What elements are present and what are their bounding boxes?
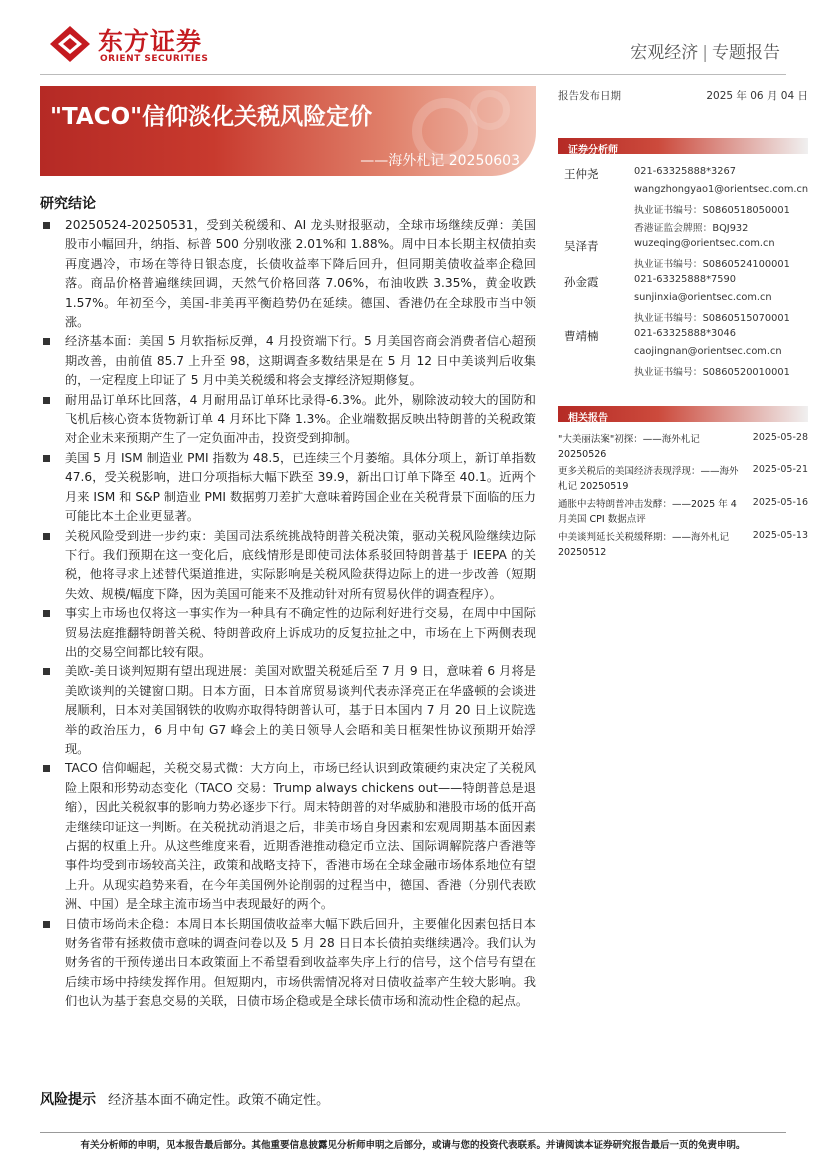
analyst-license: 执业证书编号：S0860520010001 xyxy=(634,367,790,378)
risk-text: 经济基本面不确定性。政策不确定性。 xyxy=(108,1093,330,1108)
separator: | xyxy=(702,43,708,63)
footer-divider xyxy=(40,1132,786,1133)
conclusion-bullet: 事实上市场也仅将这一事实作为一种具有不确定性的边际利好进行交易，在周中中国际贸易法庭推翻特朗普关税、特朗普政府上诉成功的反复拉扯之中，市场在上下两侧表现出的交易空间都比较有限。 xyxy=(40,604,536,662)
analyst-phone: 021-63325888*7590 xyxy=(634,274,736,285)
analyst-name: 曹靖楠 xyxy=(564,329,599,343)
analyst-name: 王仲尧 xyxy=(564,167,599,181)
analyst-license: 执业证书编号：S0860518050001 xyxy=(634,205,790,216)
risk-label: 风险提示 xyxy=(40,1092,96,1108)
analyst-hk-license: 香港证监会牌照：BQJ932 xyxy=(634,223,749,234)
conclusion-body xyxy=(40,216,536,1012)
report-title: "TACO"信仰淡化关税风险定价 xyxy=(50,104,373,130)
related-reports-header-label: 相关报告 xyxy=(568,413,608,424)
analyst-license: 执业证书编号：S0860515070001 xyxy=(634,313,790,324)
related-report-link[interactable]: 通胀中去特朗普冲击发酵：——2025 年 4 月美国 CPI 数据点评 xyxy=(558,499,737,525)
analysts-header xyxy=(558,138,808,154)
report-date-value: 2025 年 06 月 04 日 xyxy=(706,90,808,102)
analyst-email[interactable]: wuzeqing@orientsec.com.cn xyxy=(634,238,775,249)
analyst-email[interactable]: wangzhongyao1@orientsec.com.cn xyxy=(634,184,809,195)
brand-name-en: ORIENT SECURITIES xyxy=(100,54,209,64)
related-report-date: 2025-05-21 xyxy=(752,464,808,475)
banner-decoration xyxy=(470,90,510,130)
footer-disclaimer: 有关分析师的申明，见本报告最后部分。其他重要信息披露见分析师申明之后部分，或请与您的投资代表联系。并请阅读本证券研究报告最后一页的免责申明。 xyxy=(80,1140,746,1151)
analyst-phone: 021-63325888*3267 xyxy=(634,166,736,177)
analyst-email[interactable]: sunjinxia@orientsec.com.cn xyxy=(634,292,772,303)
conclusion-bullet: TACO 信仰崛起，关税交易式微：大方向上，市场已经认识到政策硬约束决定了关税风险上限和形势动态变化（TACO 交易：Trump always chickens out——特朗普总是退缩），因此关税叙事的影响力势必逐步下行。周末特朗普的对华威胁和港股市场的低开高走继续印证这一判断。在关税扰动消退之后，非美市场自身因素和宏观周期基本面因素占据的权重上升。从这些维度来看，近期香港推动稳定币立法、国际调解院落户香港等事件均受到市场较高关注，政策和战略支持下，香港市场在全球金融市场体系地位有望上升。从现实趋势来看，在今年美国例外论削弱的过程当中，德国、香港（分别代表欧洲、中国）是全球主流市场当中表现最好的两个。 xyxy=(40,759,536,914)
brand-name-cn: 东方证券 xyxy=(98,27,203,56)
report-subtitle: ——海外札记 20250603 xyxy=(360,153,520,169)
conclusion-heading: 研究结论 xyxy=(40,196,96,212)
brand-logo xyxy=(48,22,218,66)
related-reports-header xyxy=(558,406,808,422)
header-divider xyxy=(40,74,786,75)
report-date-row xyxy=(558,88,808,102)
report-date-label: 报告发布日期 xyxy=(558,90,621,102)
conclusion-bullet: 20250524-20250531，受到关税缓和、AI 龙头财报驱动，全球市场继续反弹：美国股市小幅回升，纳指、标普 500 分别收涨 2.01%和 1.88%。周中日本长期主权债拍卖再度遇冷，市场在等待日银态度，长债收益率下降后回升，但同期美债收益率企稳回落。商品价格普遍继续回调，天然气价格回落 7.06%，布油收跌 3.35%，黄金收跌 1.57%。年初至今，美国-非美再平衡趋势仍在延续。德国、香港仍在全球股市当中领涨。 xyxy=(40,216,536,332)
report-category: 宏观经济 xyxy=(630,43,699,63)
title-banner xyxy=(40,86,536,176)
risk-warning xyxy=(40,1089,329,1109)
related-report-date: 2025-05-13 xyxy=(752,530,808,541)
related-report-date: 2025-05-16 xyxy=(752,497,808,508)
analysts-header-label: 证券分析师 xyxy=(568,145,618,156)
related-report-link[interactable]: 中美谈判延长关税缓释期：——海外札记 20250512 xyxy=(558,532,730,558)
related-report-link[interactable]: "大美丽法案"初探：——海外札记 20250526 xyxy=(558,434,700,460)
orient-logo-icon xyxy=(48,24,92,64)
related-report-link[interactable]: 更多关税后的美国经济表现浮现：——海外札记 20250519 xyxy=(558,466,739,492)
conclusion-bullet: 经济基本面：美国 5 月软指标反弹，4 月投资端下行。5 月美国咨商会消费者信心超预期改善，由前值 85.7 上升至 98，这期调查多数结果是在 5 月 12 日中美谈判后收集的，一定程度上印证了 5 月中美关税缓和将会支撑经济短期修复。 xyxy=(40,332,536,390)
conclusion-bullet: 美国 5 月 ISM 制造业 PMI 指数为 48.5，已连续三个月萎缩。具体分项上，新订单指数 47.6，受关税影响，进口分项指标大幅下跌至 39.9，新出口订单下降至 40.1。近两个月来 ISM 和 S&P 制造业 PMI 数据剪刀差扩大意味着跨国企业在关税背景下面临的压力可能比本土企业更显著。 xyxy=(40,449,536,527)
conclusion-bullet: 美欧-美日谈判短期有望出现进展：美国对欧盟关税延后至 7 月 9 日，意味着 6 月将是美欧谈判的关键窗口期。日本方面，日本首席贸易谈判代表赤泽亮正在华盛顿的会谈进展顺利，日本对美国钢铁的收购亦取得特朗普认可，基于日本国内 7 月 20 日上议院选举的政治压力，6 月中旬 G7 峰会上的美日领导人会晤和美日框架性协议预期开始浮现。 xyxy=(40,662,536,759)
analyst-name: 孙金霞 xyxy=(564,275,599,289)
conclusion-bullet: 日债市场尚未企稳：本周日本长期国债收益率大幅下跌后回升，主要催化因素包括日本财务省带有拯救债市意味的调查问卷以及 5 月 28 日日本长债拍卖继续遇冷。我们认为财务省的干预传递出日本政策面上不希望看到收益率失序上行的信号，这个信号有望在后续市场中持续发挥作用。但短期内，市场供需情况将对日债收益率产生较大影响。我们也认为基于套息交易的关联，日债市场企稳或是全球长债市场和流动性企稳的起点。 xyxy=(40,915,536,1012)
conclusion-bullet: 耐用品订单环比回落，4 月耐用品订单环比录得-6.3%。此外，剔除波动较大的国防和飞机后核心资本货物新订单 4 月环比下降 1.3%。企业端数据反映出特朗普的关税政策对企业未来预期产生了一定负面冲击，投资受到抑制。 xyxy=(40,391,536,449)
related-report-date: 2025-05-28 xyxy=(752,432,808,443)
analyst-name: 吴泽青 xyxy=(564,239,599,253)
report-subcategory: 专题报告 xyxy=(712,43,780,63)
report-type xyxy=(630,38,780,63)
analyst-phone: 021-63325888*3046 xyxy=(634,328,736,339)
conclusion-bullet: 关税风险受到进一步约束：美国司法系统挑战特朗普关税决策，驱动关税风险继续边际下行。我们预期在这一变化后，底线情形是即使司法体系驳回特朗普基于 IEEPA 的关税，他将寻求上述替代渠道推进，实际影响是关税风险获得边际上的进一步改善（短期失效、规模/幅度下降，因为美国可能来不及推动针对所有贸易伙伴的调查程序）。 xyxy=(40,527,536,605)
related-reports-list xyxy=(558,432,808,572)
analyst-list xyxy=(558,164,808,384)
analyst-license: 执业证书编号：S0860524100001 xyxy=(634,259,790,270)
analyst-email[interactable]: caojingnan@orientsec.com.cn xyxy=(634,346,782,357)
